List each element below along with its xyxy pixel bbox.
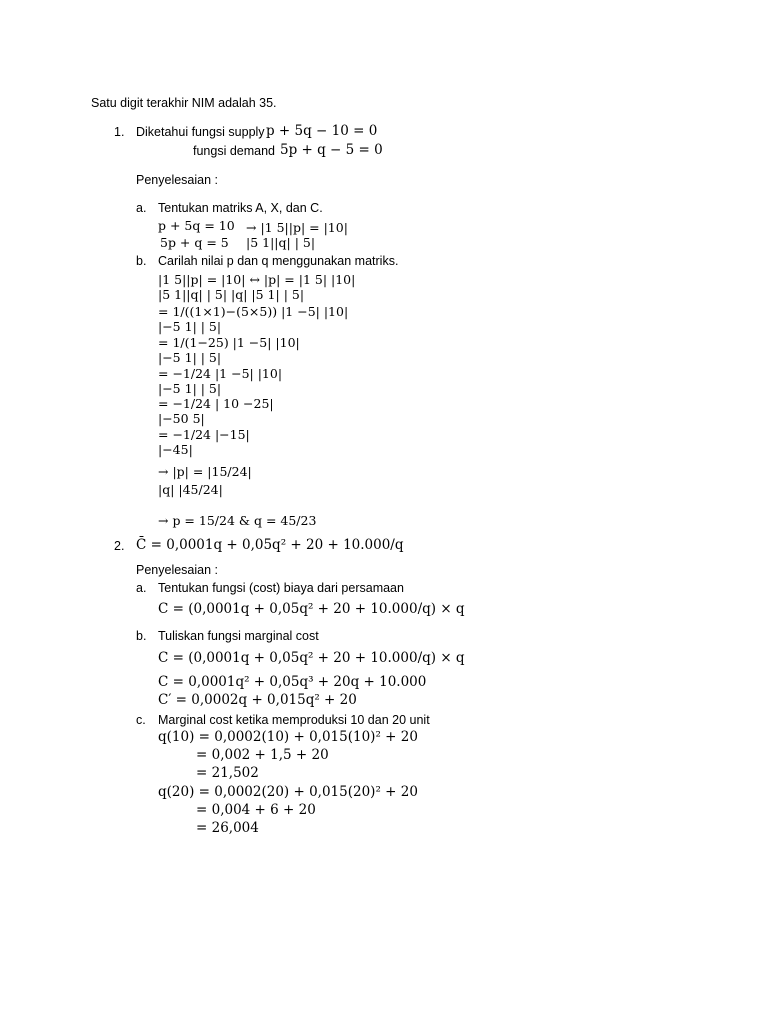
q2-c-line: = 0,002 + 1,5 + 20 xyxy=(196,747,329,763)
q1-b-line: = −1/24 |−15| xyxy=(158,427,250,442)
q1-b-line: = 1/((1×1)−(5×5)) |1 −5| |10| xyxy=(158,304,349,319)
q1-a-line: |5 1||q| | 5| xyxy=(246,235,316,250)
q1-a-line: p + 5q = 10 xyxy=(158,218,235,233)
q2-c-marker: c. xyxy=(136,713,146,727)
q2-b-text: Tuliskan fungsi marginal cost xyxy=(158,629,319,643)
q2-a-equation: C = (0,0001q + 0,05q² + 20 + 10.000/q) × q xyxy=(158,601,465,617)
q1-b-line: |1 5||p| = |10| ↔ |p| = |1 5| |10| xyxy=(158,272,356,287)
q2-c-line: q(20) = 0,0002(20) + 0,015(20)² + 20 xyxy=(158,784,418,800)
intro-text: Satu digit terakhir NIM adalah 35. xyxy=(91,96,277,110)
q2-a-text: Tentukan fungsi (cost) biaya dari persamaan xyxy=(158,581,404,595)
q1-b-line: |5 1||q| | 5| |q| |5 1| | 5| xyxy=(158,287,305,302)
q2-c-line: = 21,502 xyxy=(196,765,259,781)
q1-b-line: |−5 1| | 5| xyxy=(158,319,222,334)
q1-b-text: Carilah nilai p dan q menggunakan matriks. xyxy=(158,254,399,268)
q1-b-line: |q| |45/24| xyxy=(158,482,223,497)
q2-b-line: C = (0,0001q + 0,05q² + 20 + 10.000/q) × q xyxy=(158,650,465,666)
q1-penyelesaian: Penyelesaian : xyxy=(136,173,219,187)
q1-demand-equation: 5p + q − 5 = 0 xyxy=(280,142,383,158)
q1-b-marker: b. xyxy=(136,254,147,268)
q2-b-line: C = 0,0001q² + 0,05q³ + 20q + 10.000 xyxy=(158,674,427,690)
q1-b-line: → |p| = |15/24| xyxy=(158,464,252,479)
q2-b-line: C′ = 0,0002q + 0,015q² + 20 xyxy=(158,692,357,708)
q1-a-line: → |1 5||p| = |10| xyxy=(246,220,348,235)
q1-b-line: |−50 5| xyxy=(158,411,205,426)
q1-number: 1. xyxy=(114,125,125,139)
q1-supply-equation: p + 5q − 10 = 0 xyxy=(266,123,378,139)
q1-b-line: = −1/24 | 10 −25| xyxy=(158,396,274,411)
q2-penyelesaian: Penyelesaian : xyxy=(136,563,219,577)
q1-a-text: Tentukan matriks A, X, dan C. xyxy=(158,201,323,215)
q2-equation: C̄ = 0,0001q + 0,05q² + 20 + 10.000/q xyxy=(136,537,404,553)
q1-demand-label: fungsi demand xyxy=(193,144,276,158)
q1-b-line: = 1/(1−25) |1 −5| |10| xyxy=(158,335,300,350)
q2-c-line: = 0,004 + 6 + 20 xyxy=(196,802,316,818)
q1-b-line: |−5 1| | 5| xyxy=(158,350,222,365)
q2-number: 2. xyxy=(114,539,125,553)
q1-b-line: = −1/24 |1 −5| |10| xyxy=(158,366,283,381)
q1-supply-label: Diketahui fungsi supply xyxy=(136,125,265,139)
q2-a-marker: a. xyxy=(136,581,147,595)
q1-a-line: 5p + q = 5 xyxy=(160,235,229,250)
q2-c-line: q(10) = 0,0002(10) + 0,015(10)² + 20 xyxy=(158,729,418,745)
q1-b-line: → p = 15/24 & q = 45/23 xyxy=(158,513,317,528)
q1-b-line: |−45| xyxy=(158,442,193,457)
q1-b-line: |−5 1| | 5| xyxy=(158,381,222,396)
q2-c-text: Marginal cost ketika memproduksi 10 dan 20 unit xyxy=(158,713,430,727)
q2-c-line: = 26,004 xyxy=(196,820,259,836)
q2-b-marker: b. xyxy=(136,629,147,643)
q1-a-marker: a. xyxy=(136,201,147,215)
